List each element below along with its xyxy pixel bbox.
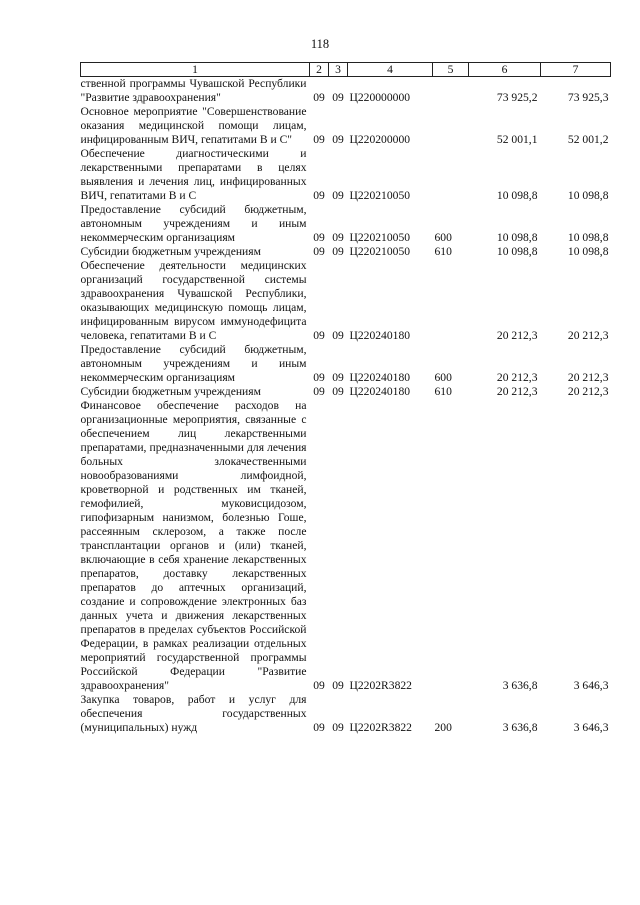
cell-subsection: 09 [332,679,344,692]
cell-section: 09 [313,245,325,258]
cell-expense-type: 610 [434,245,452,258]
table-row [81,693,611,735]
table-row [81,343,611,385]
cell-amount-year-2: 73 925,3 [567,91,609,104]
table-row [81,203,611,245]
cell-amount-year-2: 20 212,3 [567,371,609,384]
cell-target-item: Ц220000000 [349,91,411,104]
cell-expense-type: 610 [434,385,452,398]
row-name-text: Предоставление субсидий бюджетным, автономным учреждениям и иным некоммерческим организациям [80,343,307,384]
row-name [81,105,310,147]
cell-expense-type [433,77,469,106]
cell-amount-year-1: 10 098,8 [496,245,538,258]
row-name-text: Закупка товаров, работ и услуг для обеспечения государственных (муниципальных) нужд [80,693,307,734]
cell-target-item: Ц220240180 [349,371,411,384]
header-col-7: 7 [541,63,611,77]
cell-amount-year-1: 20 212,3 [496,329,538,342]
header-col-3: 3 [329,63,348,77]
cell-amount-year-2: 10 098,8 [567,189,609,202]
row-name [81,343,310,385]
cell-amount-year-1: 20 212,3 [496,371,538,384]
cell-expense-type: 600 [434,371,452,384]
cell-section: 09 [313,189,325,202]
row-name-text: Финансовое обеспечение расходов на организационные мероприятия, связанные с обеспечением лиц лекарственными препаратами, предназначенными для лечения больных злокачественными новообразованиями лимфоидной, кроветворной и родственных им тканей, гемофилией, муковисцидозом, гипофизарным нанизмом, болезнью Гоше, рассеянным склерозом, а также после трансплантации органов и (или) тканей, включающие в себя хранение лекарственных препаратов, доставку лекарственных препаратов до аптечных организаций, создание и сопровождение электронных баз данных учета и движения лекарственных препаратов в пределах субъектов Российской Федерации, в рамках реализации отдельных мероприятий государственной программы Российской Федерации "Развитие здравоохранения" [80,399,307,692]
cell-section: 09 [313,371,325,384]
row-name-text: Обеспечение деятельности медицинских организаций государственной системы здравоохранения Чувашской Республики, оказывающих медицинскую помощь лицам, инфицированным вирусом иммунодефицита человека, гепатитами В и С [80,259,307,342]
row-name [81,147,310,203]
table-row [81,147,611,203]
cell-subsection: 09 [332,329,344,342]
table-row [81,385,611,399]
row-name [81,399,310,693]
header-col-1: 1 [81,63,310,77]
row-name [81,259,310,343]
row-name [81,385,310,399]
cell-section: 09 [313,329,325,342]
cell-expense-type [433,399,469,693]
cell-amount-year-1: 3 636,8 [502,721,538,734]
cell-target-item: Ц2202R3822 [349,679,412,692]
cell-expense-type [433,105,469,147]
row-name-text: Субсидии бюджетным учреждениям [80,385,261,398]
table-row [81,259,611,343]
cell-section: 09 [313,385,325,398]
cell-target-item: Ц220210050 [349,231,411,244]
row-name-text: Предоставление субсидий бюджетным, автономным учреждениям и иным некоммерческим организациям [80,203,307,244]
cell-target-item: Ц220240180 [349,329,411,342]
cell-amount-year-2: 3 646,3 [573,679,609,692]
header-col-4: 4 [348,63,433,77]
cell-amount-year-2: 52 001,2 [567,133,609,146]
cell-subsection: 09 [332,133,344,146]
cell-amount-year-1: 73 925,2 [496,91,538,104]
cell-subsection: 09 [332,385,344,398]
cell-amount-year-2: 20 212,3 [567,385,609,398]
table-header-row [81,63,611,77]
cell-subsection: 09 [332,231,344,244]
row-name [81,77,310,106]
cell-section: 09 [313,91,325,104]
row-name [81,245,310,259]
cell-subsection: 09 [332,371,344,384]
cell-amount-year-1: 3 636,8 [502,679,538,692]
row-name-text: Обеспечение диагностическими и лекарственными препаратами в целях выявления и лечения лиц, инфицированных ВИЧ, гепатитами В и С [80,147,307,202]
cell-section: 09 [313,133,325,146]
table-row [81,399,611,693]
cell-amount-year-1: 52 001,1 [496,133,538,146]
header-col-5: 5 [433,63,469,77]
header-col-6: 6 [469,63,541,77]
cell-target-item: Ц2202R3822 [349,721,412,734]
cell-section: 09 [313,231,325,244]
row-name-text: Основное мероприятие "Совершенствование оказания медицинской помощи лицам, инфицированным ВИЧ, гепатитами В и С" [80,105,307,146]
cell-target-item: Ц220210050 [349,245,411,258]
cell-amount-year-2: 20 212,3 [567,329,609,342]
row-name-text: ственной программы Чувашской Республики "Развитие здравоохранения" [80,77,307,104]
budget-table [80,62,611,735]
cell-subsection: 09 [332,721,344,734]
cell-amount-year-1: 10 098,8 [496,189,538,202]
cell-expense-type [433,147,469,203]
table-row [81,245,611,259]
cell-section: 09 [313,679,325,692]
row-name [81,693,310,735]
table-row [81,77,611,106]
cell-subsection: 09 [332,245,344,258]
cell-amount-year-2: 10 098,8 [567,231,609,244]
cell-amount-year-2: 3 646,3 [573,721,609,734]
cell-amount-year-2: 10 098,8 [567,245,609,258]
cell-subsection: 09 [332,91,344,104]
row-name-text: Субсидии бюджетным учреждениям [80,245,261,258]
cell-target-item: Ц220200000 [349,133,411,146]
row-name [81,203,310,245]
cell-expense-type: 200 [434,721,452,734]
cell-amount-year-1: 20 212,3 [496,385,538,398]
page-number: 118 [310,37,330,51]
cell-expense-type: 600 [434,231,452,244]
table-row [81,105,611,147]
cell-subsection: 09 [332,189,344,202]
cell-expense-type [433,259,469,343]
cell-amount-year-1: 10 098,8 [496,231,538,244]
cell-target-item: Ц220210050 [349,189,411,202]
cell-target-item: Ц220240180 [349,385,411,398]
header-col-2: 2 [310,63,329,77]
cell-section: 09 [313,721,325,734]
